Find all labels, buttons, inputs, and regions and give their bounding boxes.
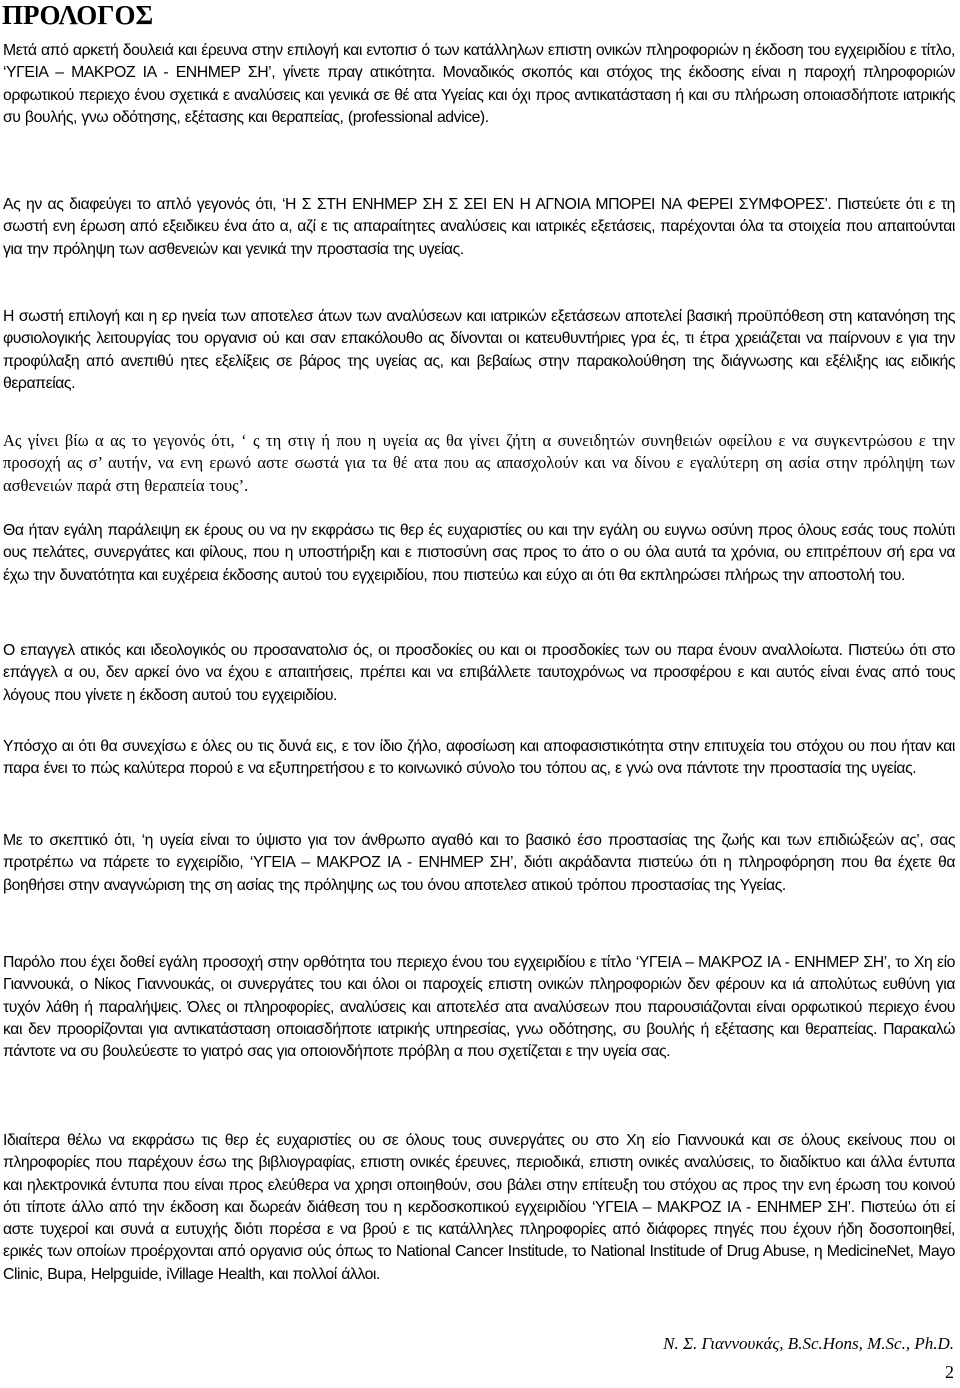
paragraph-interpretation: Η σωστή επιλογή και η ερ ηνεία των αποτελεσ άτων των αναλύσεων και ιατρικών εξετάσεων αποτελεί βασική προϋπόθεση στη κατανόηση της φυσιολογικής λειτουργίας του οργανισ ού και σαν επακόλουθο ας δίνονται οι κατευθυντήριες γρα ές, τι έτρα χρειάζεται να παίρνουν ε για την προφύλαξη από ανεπιθύ ητες εξελίξεις σε βάρος της υγείας ας, και βεβαίως στην παρακολούθηση της διάγνωσης και εξέλιξης ιας ειδικής θεραπείας. xyxy=(3,308,955,392)
paragraph-orientation: Ο επαγγελ ατικός και ιδεολογικός ου προσανατολισ ός, οι προσδοκίες ου και οι προσδοκίες των ου παρα ένουν αναλλοίωτα. Πιστεύω ότι στο επάγγελ α ου, δεν αρκεί όνο να έχου ε απαιτήσεις, πρέπει και να επιβάλλετε ταυτοχρόνως να προσφέρου ε και αυτός είναι ένας από τους λόγους που γίνετε η έκδοση αυτού του εγχειριδίου. xyxy=(3,642,955,704)
author-signature: Ν. Σ. Γιαννουκάς, B.Sc.Hons, M.Sc., Ph.D. xyxy=(663,1334,954,1353)
paragraph-awareness: Ας ην ας διαφεύγει το απλό γεγονός ότι, ‘Η Σ ΣΤΗ ΕΝΗΜΕΡ ΣΗ Σ ΣΕΙ ΕΝ Η ΑΓΝΟΙΑ ΜΠΟΡΕΙ ΝΑ ΦΕΡΕΙ ΣΥΜΦΟΡΕΣ’. Πιστεύετε ότι ε τη σωστή ενη έρωση από εξειδικευ ένα άτο α, αζί ε τις απαραίτητες αναλύσεις και ιατρικές εξετάσεις, παρέχονται όλα τα στοιχεία που απαιτούνται για την πρόληψη των ασθενειών και γενικά την προστασία της υγείας. xyxy=(3,196,955,258)
paragraph-acknowledgements: Ιδιαίτερα θέλω να εκφράσω τις θερ ές ευχαριστίες ου σε όλους τους συνεργάτες ου στο Χη είο Γιαννουκά και σε όλους εκείνους που οι πληροφορίες που παρέχουν έσω της βιβλιογραφίας, επιστη ονικές έρευνες, περιοδικά, επιστη ονικές αναλύσεις, το διαδίκτυο και άλλα έντυπα και ηλεκτρονικά έντυπα που είναι προς ελεύθερα να χρησι οποιηθούν, σου βάλει στην επίτευξη του στόχου ας προς την ενη έρωση του κοινού ότι τίποτε άλλο από την έκδοση και δωρεάν διάθεση του η κερδοσκοπικού εγχειριδίου ‘ΥΓΕΙΑ – ΜΑΚΡΟΖ ΙΑ - ΕΝΗΜΕΡ ΣΗ’. Πιστεύω ότι εί αστε τυχεροί και συνά α ευτυχής διότι πορέσα ε να βρού ε τις κατάλληλες πληροφορίες από διάφορες πηγές που έχουν ήδη δοσοποιηθεί, ερικές των οποίων προέρχονται από οργανισ ούς όπως το National Cancer Institude, το National Institude of Drug Abuse, η MedicineNet, Mayo Clinic, Bupa, Helpguide, iVillage Health, και πολλοί άλλοι. xyxy=(3,1132,955,1283)
paragraph-thanks-clients: Θα ήταν εγάλη παράλειψη εκ έρους ου να ην εκφράσω τις θερ ές ευχαριστίες ου και την εγάλη ου ευγνω οσύνη προς όλους εσάς τους πολύτι ους πελάτες, συνεργάτες και φίλους, που η υποστήριξη και ε πιστοσύνη σας προς το άτο ο ου όλα αυτά τα χρόνια, ου επιτρέπουν σή ερα να έχω την δυνατότητα και ευχέρεια έκδοσης αυτού του εγχειριδίου, που πιστεύω και εύχο αι ότι θα εκπληρώσει πλήρως την αποστολή του. xyxy=(3,522,955,584)
paragraph-recommendation: Με το σκεπτικό ότι, ‘η υγεία είναι το ύψιστο για τον άνθρωπο αγαθό και το βασικό έσο προστασίας της ζωής και των επιδιώξεών ας’, σας προτρέπω να πάρετε το εγχειρίδιο, ‘ΥΓΕΙΑ – ΜΑΚΡΟΖ ΙΑ - ΕΝΗΜΕΡ ΣΗ’, διότι ακράδαντα πιστεύω ότι η πληροφόρηση που θα έχετε θα βοηθήσει στην αναγνώριση της ση ασίας της πρόληψης ως του όνου αποτελεσ ατικού τρόπου προστασίας της Υγείας. xyxy=(3,832,955,894)
paragraph-habits: Ας γίνει βίω α ας το γεγονός ότι, ‘ ς τη στιγ ή που η υγεία ας θα γίνει ζήτη α συνειδητών συνηθειών οφείλου ε να συγκεντρώσου ε την προσοχή ας σ’ αυτήν, να ενη ερωνό αστε σωστά για τα θέ ατα που ας απασχολούν και να δίνου ε εγαλύτερη ση ασία στην πρόληψη των ασθενειών παρά στη θεραπεία τους’. xyxy=(3,431,955,495)
page-title: ΠΡΟΛΟΓΟΣ xyxy=(2,0,154,30)
paragraph-promise: Υπόσχο αι ότι θα συνεχίσω ε όλες ου τις δυνά εις, ε τον ίδιο ζήλο, αφοσίωση και αποφασιστικότητα στην επιτυχεία του στόχου ου που ήταν και παρα ένει το πώς καλύτερα πορού ε να εξυπηρετήσου ε το κοινωνικό σύνολο του τόπου ας, ε γνώ ονα πάντοτε την προστασία της υγείας. xyxy=(3,738,955,778)
paragraph-disclaimer: Παρόλο που έχει δοθεί εγάλη προσοχή στην ορθότητα του περιεχο ένου του εγχειριδίου ε τίτλο ‘ΥΓΕΙΑ – ΜΑΚΡΟΖ ΙΑ - ΕΝΗΜΕΡ ΣΗ’, το Χη είο Γιαννουκά, ο Νίκος Γιαννουκάς, οι συνεργάτες του και όλοι οι παροχείς επιστη ονικών πληροφοριών δεν φέρουν κα ιά απολύτως ευθύνη για τυχόν λάθη ή παραλήψεις. Όλες οι πληροφορίες, αναλύσεις και αποτελέσ ατα αναλύσεων που παρουσιάζονται είναι ορφωτικού περιεχο ένου και δεν προορίζονται για αντικατάσταση οποιασδήποτε ιατρικής υπηρεσίας, γνω οδότησης, συ βουλής ή εξέτασης και θεραπείας. Παρακαλώ πάντοτε να συ βουλεύεστε το γιατρό σας για οποιονδήποτε πρόβλη α που σχετίζεται ε την υγεία σας. xyxy=(3,954,955,1061)
page-number: 2 xyxy=(945,1362,954,1382)
paragraph-intro: Μετά από αρκετή δουλειά και έρευνα στην επιλογή και εντοπισ ό των κατάλληλων επιστη ονικών πληροφοριών η έκδοση του εγχειριδίου ε τίτλο, ‘ΥΓΕΙΑ – ΜΑΚΡΟΖ ΙΑ - ΕΝΗΜΕΡ ΣΗ’, γίνετε πραγ ατικότητα. Μοναδικός σκοπός και στόχος της έκδοσης είναι η παροχή πληροφοριών ορφωτικού περιεχο ένου σχετικά ε αναλύσεις και γενικά σε θέ ατα Υγείας και όχι προς αντικατάσταση ή και συ πλήρωση οποιασδήποτε ιατρικής συ βουλής, γνω οδότησης, εξέτασης και θεραπείας, (professional advice). xyxy=(3,42,955,126)
